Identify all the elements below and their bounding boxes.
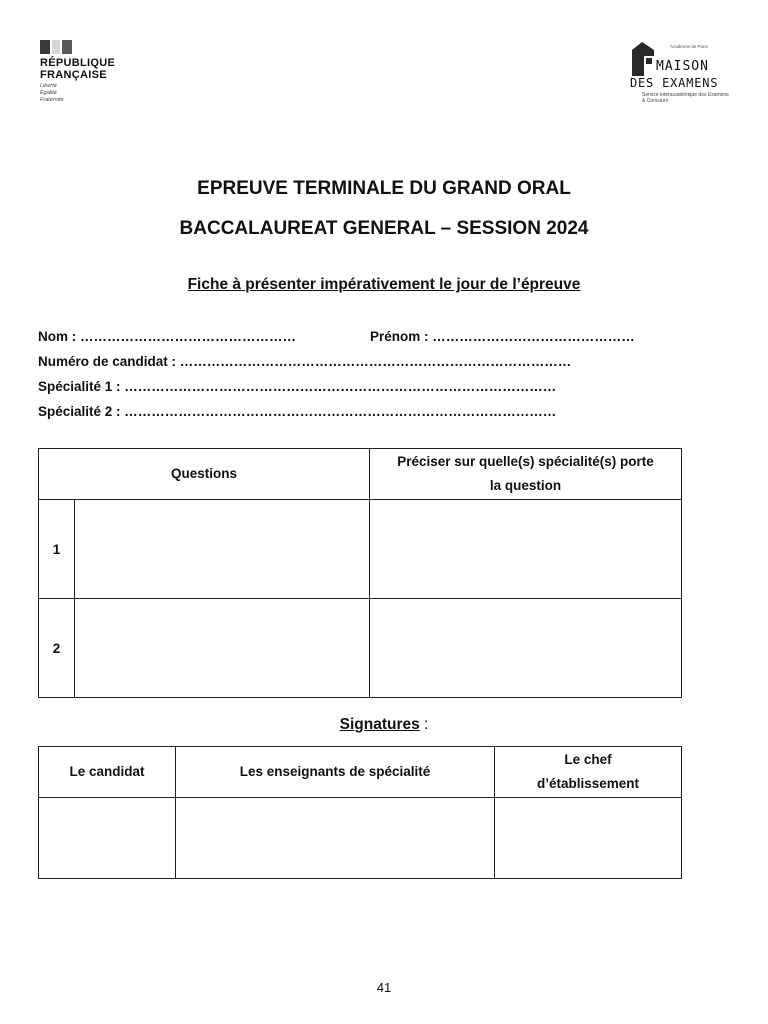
candidat-signature-cell[interactable]	[39, 798, 176, 879]
question-2-specialite-cell[interactable]	[370, 599, 682, 698]
republique-francaise-logo	[40, 40, 130, 104]
specialite-header-line2: la question	[489, 478, 562, 493]
prenom-field[interactable]: Prénom : ………………………………………	[370, 329, 635, 344]
table-row	[39, 599, 682, 698]
nom-field[interactable]: Nom : …………………………………………	[38, 329, 296, 344]
specialite-2-field[interactable]: Spécialité 2 : ……………………………………………………………………………………	[38, 404, 557, 419]
question-number: 2	[39, 599, 75, 698]
questions-table	[38, 448, 682, 698]
chef-header	[495, 747, 682, 798]
rf-motto	[40, 83, 130, 104]
signatures-table-header	[39, 747, 682, 798]
question-number: 1	[39, 500, 75, 599]
chef-header-line1: Le chef	[564, 752, 612, 767]
signatures-table	[38, 746, 682, 879]
table-row	[39, 500, 682, 599]
chef-signature-cell[interactable]	[495, 798, 682, 879]
rf-motto-liberte: Liberté	[40, 83, 57, 89]
numero-candidat-field[interactable]: Numéro de candidat : ……………………………………………………………………………	[38, 354, 572, 369]
page-title-line2: BACCALAUREAT GENERAL – SESSION 2024	[179, 218, 589, 239]
maison-name-line1: MAISON	[656, 59, 709, 74]
rf-name-line1: RÉPUBLIQUE	[40, 57, 116, 69]
signatures-title-text: Signatures	[339, 716, 420, 733]
signatures-title-suffix: :	[419, 716, 429, 733]
specialite-header-line1: Préciser sur quelle(s) spécialité(s) porte	[397, 454, 654, 469]
page-number: 41	[376, 980, 392, 995]
signatures-title	[0, 716, 768, 734]
candidat-header: Le candidat	[39, 747, 176, 798]
specialite-header	[370, 449, 682, 500]
page-subtitle: Fiche à présenter impérativement le jour de l’épreuve	[187, 276, 581, 293]
maison-small-text: Académie de Paris	[670, 44, 708, 49]
signatures-row	[39, 798, 682, 879]
questions-table-header	[39, 449, 682, 500]
chef-header-line2: d’établissement	[536, 776, 640, 791]
specialite-1-field[interactable]: Spécialité 1 : ……………………………………………………………………………………	[38, 379, 557, 394]
maison-mark-icon	[630, 42, 654, 76]
enseignants-signature-cell[interactable]	[176, 798, 495, 879]
rf-motto-fraternite: Fraternité	[40, 97, 64, 103]
question-1-specialite-cell[interactable]	[370, 500, 682, 599]
rf-name-line2: FRANÇAISE	[40, 69, 107, 81]
maison-sub-text: Service interacadémique des Examens & Concours	[642, 92, 729, 104]
rf-motto-egalite: Égalité	[40, 90, 57, 96]
question-2-cell[interactable]	[75, 599, 370, 698]
page-title-line1: EPREUVE TERMINALE DU GRAND ORAL	[197, 178, 571, 199]
maison-name-line2: DES EXAMENS	[630, 76, 719, 90]
enseignants-header: Les enseignants de spécialité	[176, 747, 495, 798]
questions-header: Questions	[39, 449, 370, 500]
marianne-flag-icon	[40, 40, 130, 54]
question-1-cell[interactable]	[75, 500, 370, 599]
